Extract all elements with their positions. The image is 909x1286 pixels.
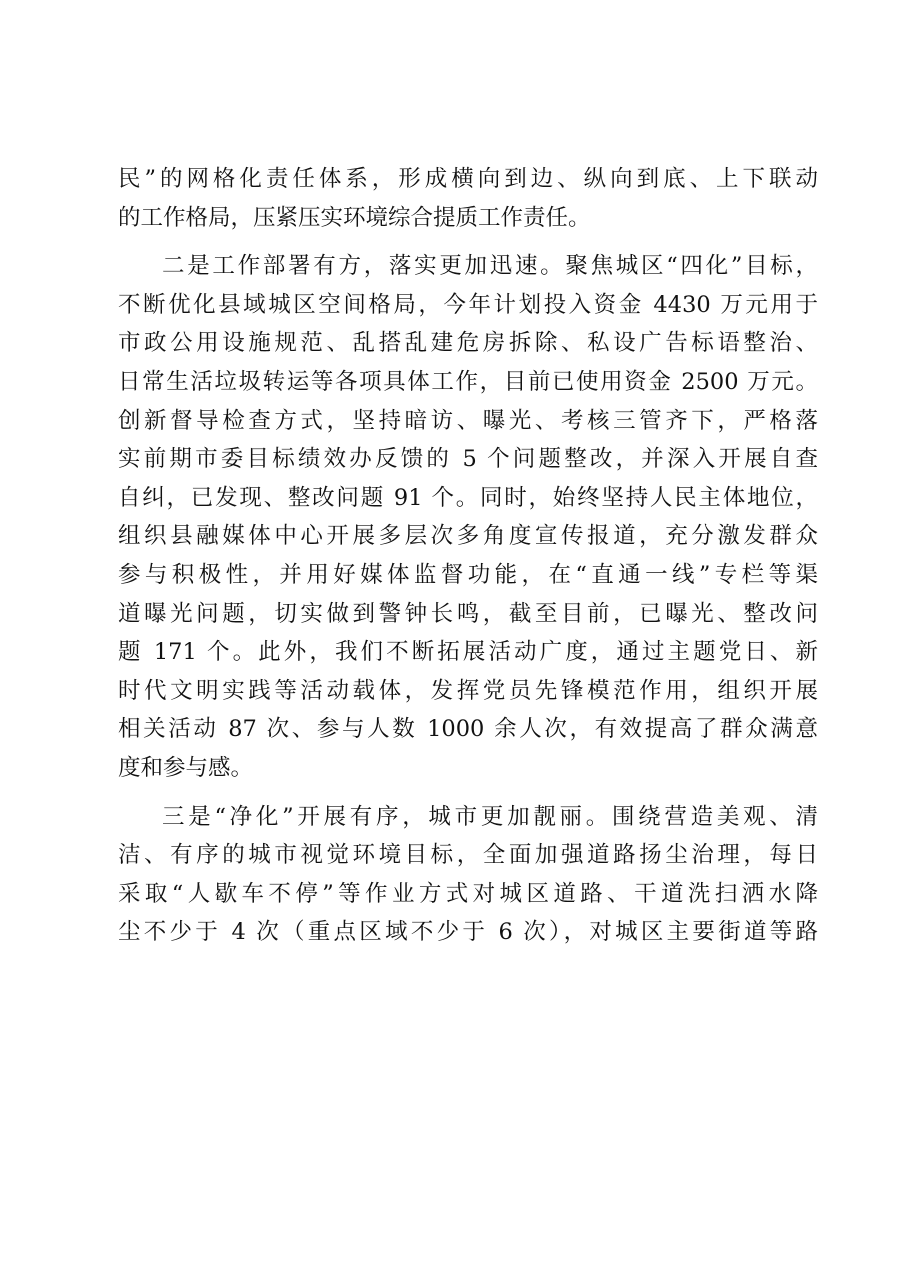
- text-line: 采取“人歇车不停”等作业方式对城区道路、干道洗扫洒水降: [118, 880, 818, 907]
- paragraph-2: [118, 247, 818, 787]
- text-line: 题 171 个。此外，我们不断拓展活动广度，通过主题党日、新: [118, 639, 818, 666]
- text-line: 相关活动 87 次、参与人数 1000 余人次，有效提高了群众满意: [118, 716, 818, 743]
- text-line: 道曝光问题，切实做到警钟长鸣，截至目前，已曝光、整改问: [118, 600, 818, 627]
- text-line: 三是“净化”开展有序，城市更加靓丽。围绕营造美观、清: [162, 803, 818, 830]
- text-line: 日常生活垃圾转运等各项具体工作，目前已使用资金 2500 万元。: [118, 368, 818, 395]
- paragraph-gap: [118, 788, 818, 798]
- paragraph-gap: [118, 237, 818, 247]
- text-line: 市政公用设施规范、乱搭乱建危房拆除、私设广告标语整治、: [118, 330, 818, 357]
- text-line: 民”的网格化责任体系，形成横向到边、纵向到底、上下联动: [118, 166, 818, 192]
- document-body: [118, 160, 818, 952]
- text-line: 二是工作部署有方，落实更加迅速。聚焦城区“四化”目标，: [162, 253, 818, 280]
- text-line: 不断优化县域城区空间格局，今年计划投入资金 4430 万元用于: [118, 291, 818, 318]
- text-line: 的工作格局，压紧压实环境综合提质工作责任。: [118, 204, 591, 231]
- text-line: 实前期市委目标绩效办反馈的 5 个问题整改，并深入开展自查: [118, 446, 818, 473]
- text-line: 组织县融媒体中心开展多层次多角度宣传报道，充分激发群众: [118, 523, 818, 550]
- paragraph-3: [118, 798, 818, 952]
- text-line: 洁、有序的城市视觉环境目标，全面加强道路扬尘治理，每日: [118, 842, 818, 869]
- text-line: 创新督导检查方式，坚持暗访、曝光、考核三管齐下，严格落: [118, 407, 818, 434]
- text-line: 度和参与感。: [118, 754, 254, 781]
- text-line: 尘不少于 4 次（重点区域不少于 6 次），对城区主要街道等路: [118, 919, 818, 946]
- text-line: 参与积极性，并用好媒体监督功能，在“直通一线”专栏等渠: [118, 561, 818, 588]
- paragraph-1-continued: [118, 160, 818, 237]
- text-line: 时代文明实践等活动载体，发挥党员先锋模范作用，组织开展: [118, 677, 818, 704]
- text-line: 自纠，已发现、整改问题 91 个。同时，始终坚持人民主体地位，: [118, 484, 818, 511]
